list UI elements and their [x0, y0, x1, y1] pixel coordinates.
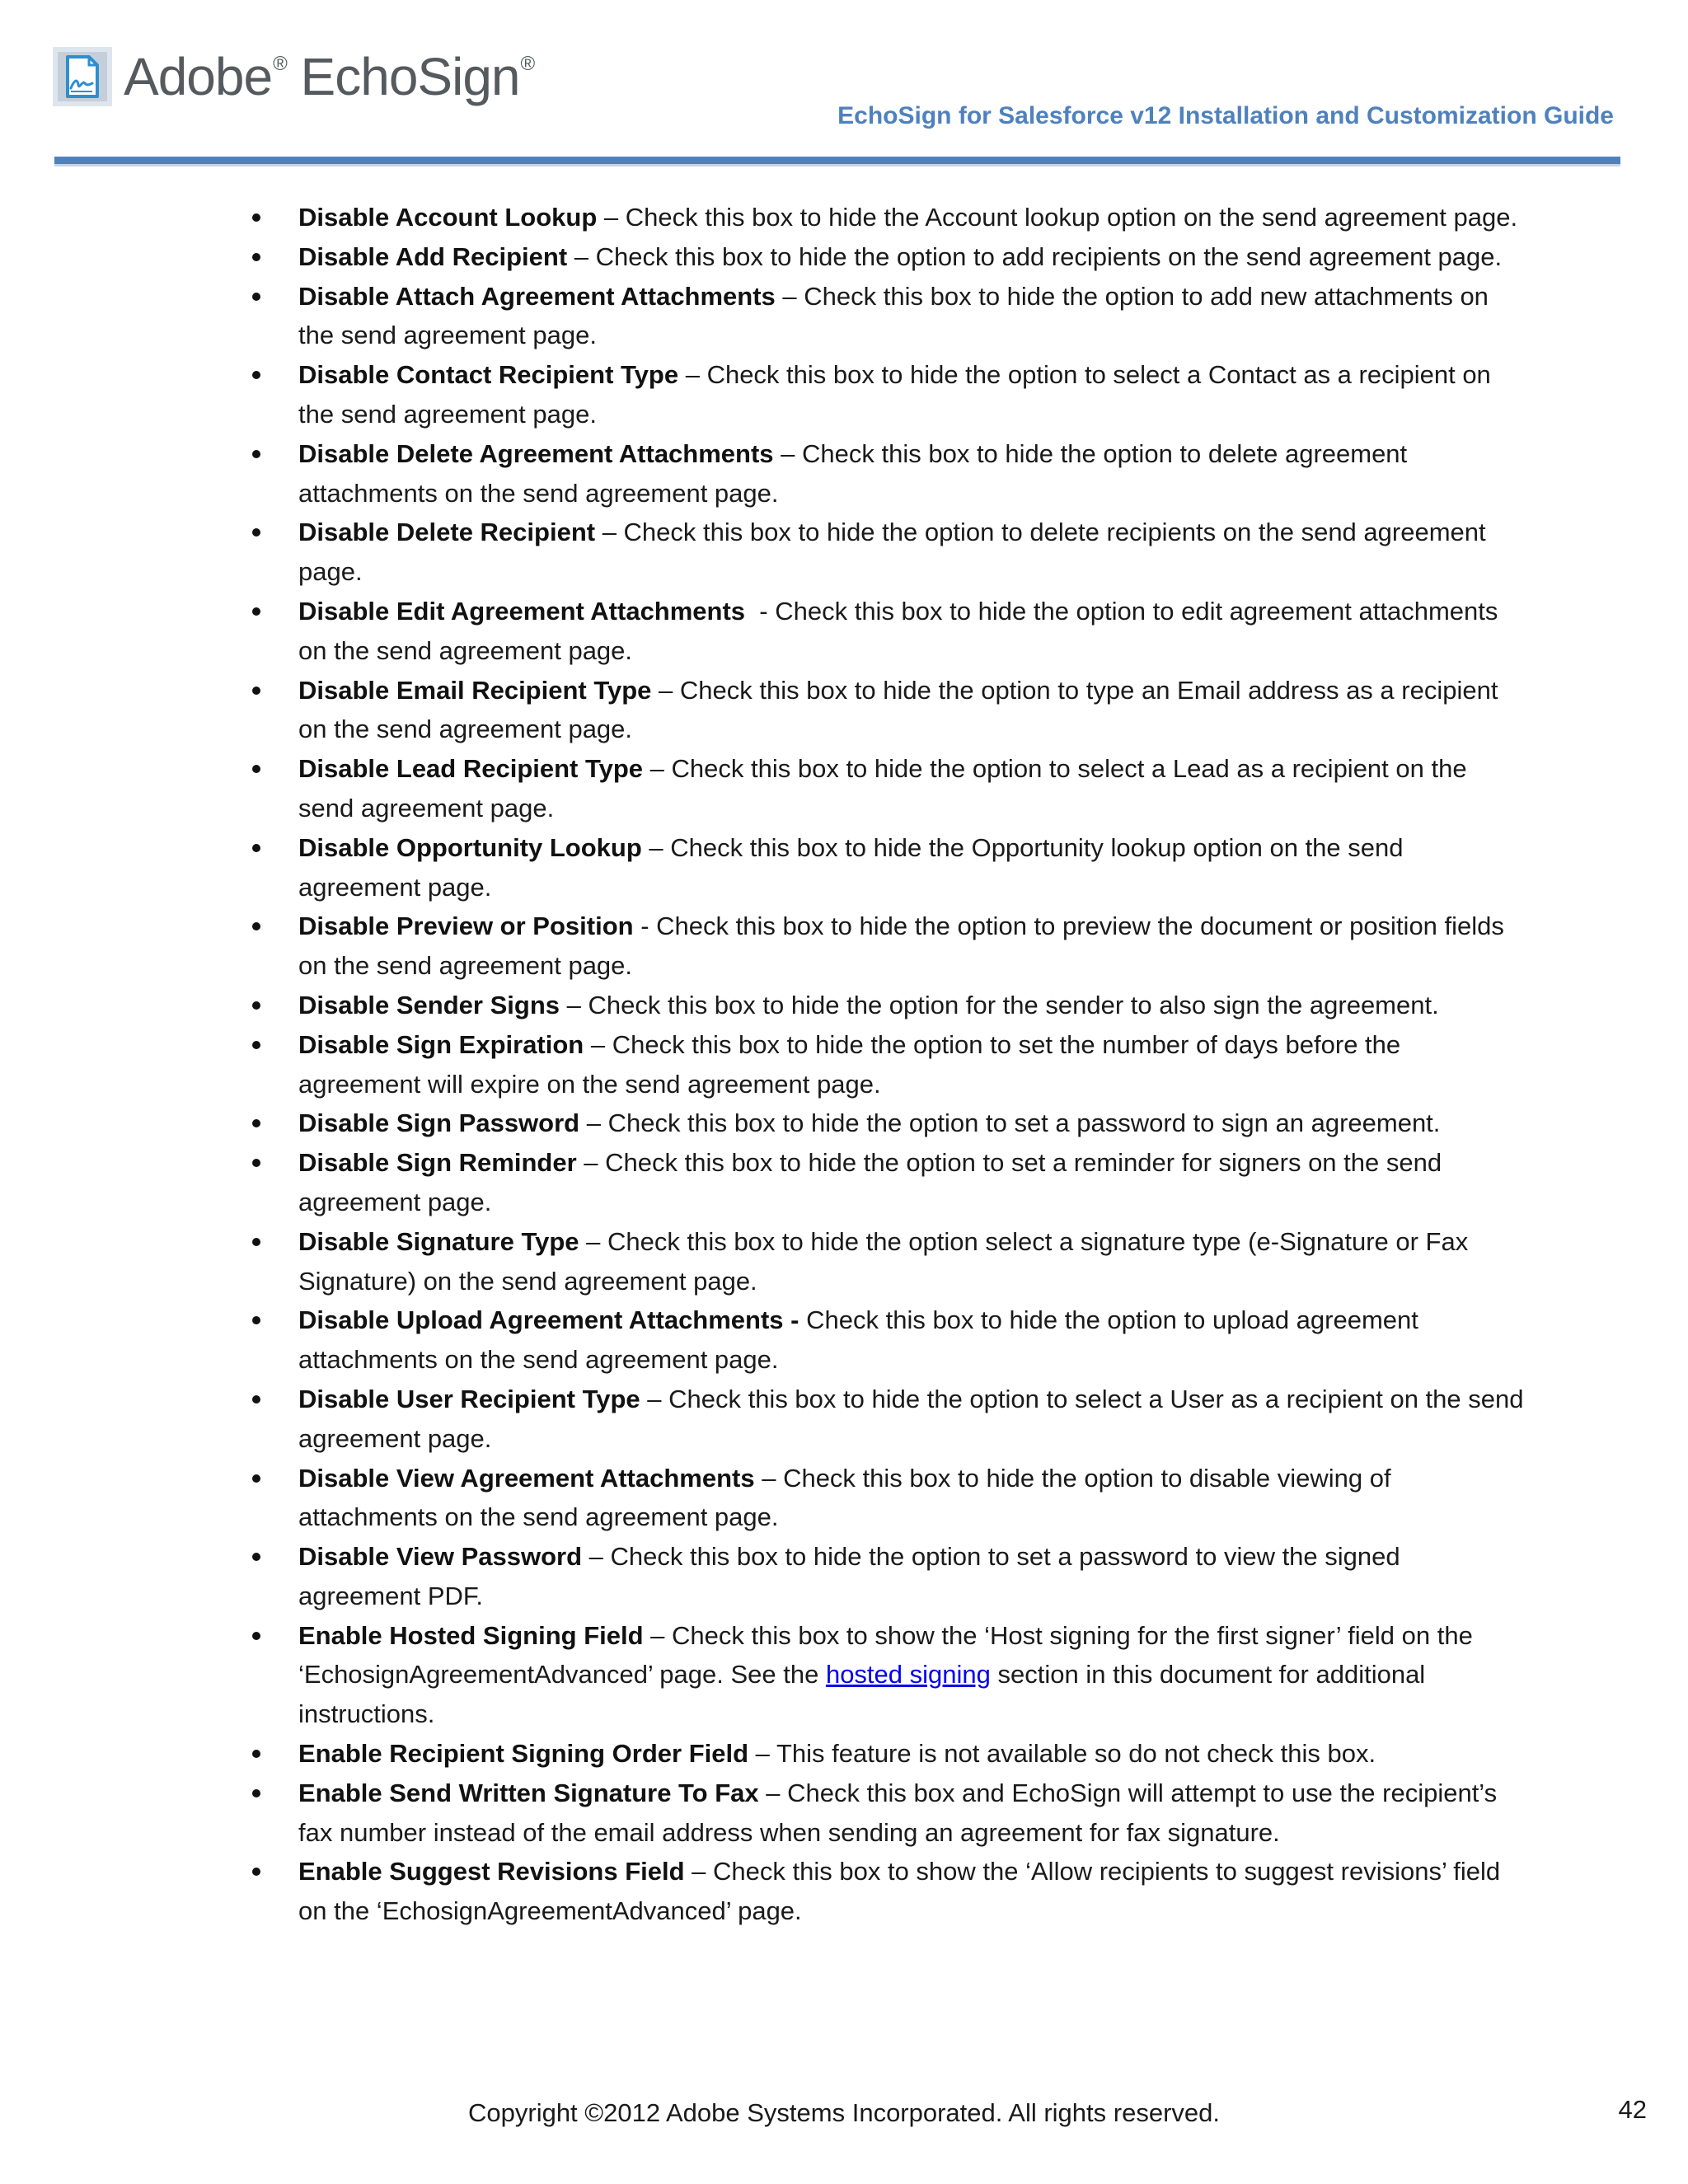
list-item: Disable Delete Recipient – Check this box to hide the option to delete recipients on the send agreement page.: [298, 513, 1526, 592]
list-item: Enable Send Written Signature To Fax – Check this box and EchoSign will attempt to use the recipient’s fax number instead of the email address when sending an agreement for fax signature.: [298, 1774, 1526, 1853]
list-item: Disable Signature Type – Check this box to hide the option select a signature type (e-Signature or Fax Signature) on the send agreement page.: [298, 1222, 1526, 1301]
list-item: Enable Hosted Signing Field – Check this box to show the ‘Host signing for the first signer’ field on the ‘EchosignAgreementAdvanced’ page. See the hosted signing section in this document for additional instructions.: [298, 1616, 1526, 1734]
list-item: Disable Add Recipient – Check this box to hide the option to add recipients on the send agreement page.: [298, 237, 1526, 277]
adobe-echosign-logo: [53, 46, 534, 107]
echosign-logo-icon: [53, 47, 112, 106]
list-item: Disable Preview or Position - Check this box to hide the option to preview the document or position fields on the send agreement page.: [298, 907, 1526, 986]
list-item: Disable Account Lookup – Check this box to hide the Account lookup option on the send agreement page.: [298, 198, 1526, 237]
list-item: Disable Upload Agreement Attachments - Check this box to hide the option to upload agreement attachments on the send agreement page.: [298, 1301, 1526, 1380]
list-item: Disable Delete Agreement Attachments – Check this box to hide the option to delete agreement attachments on the send agreement page.: [298, 434, 1526, 513]
list-item: Disable Attach Agreement Attachments – Check this box to hide the option to add new attachments on the send agreement page.: [298, 277, 1526, 356]
header-divider: [54, 157, 1620, 164]
list-item: Disable Sign Reminder – Check this box to hide the option to set a reminder for signers on the send agreement page.: [298, 1143, 1526, 1222]
list-item: Disable User Recipient Type – Check this box to hide the option to select a User as a recipient on the send agreement page.: [298, 1380, 1526, 1459]
copyright-footer: Copyright ©2012 Adobe Systems Incorporated. All rights reserved.: [468, 2098, 1220, 2127]
hosted-signing-link[interactable]: hosted signing: [825, 1660, 991, 1690]
list-item: Disable Lead Recipient Type – Check this box to hide the option to select a Lead as a recipient on the send agreement page.: [298, 749, 1526, 828]
list-item: Disable Sign Expiration – Check this box to hide the option to set the number of days before the agreement will expire on the send agreement page.: [298, 1025, 1526, 1104]
list-item: Enable Recipient Signing Order Field – This feature is not available so do not check this box.: [298, 1734, 1526, 1774]
logo-wordmark: Adobe® EchoSign®: [124, 47, 535, 106]
settings-list: [298, 198, 1526, 1931]
list-item: Disable Edit Agreement Attachments - Check this box to hide the option to edit agreement attachments on the send agreement page.: [298, 592, 1526, 671]
list-item: Disable Email Recipient Type – Check this box to hide the option to type an Email address as a recipient on the send agreement page.: [298, 671, 1526, 750]
page-number: 42: [1618, 2095, 1647, 2124]
list-item: Disable View Password – Check this box to hide the option to set a password to view the signed agreement PDF.: [298, 1537, 1526, 1616]
list-item: Enable Suggest Revisions Field – Check this box to show the ‘Allow recipients to suggest revisions’ field on the ‘EchosignAgreementAdvanced’ page.: [298, 1852, 1526, 1931]
list-item: Disable Sign Password – Check this box to hide the option to set a password to sign an agreement.: [298, 1104, 1526, 1143]
list-item: Disable Sender Signs – Check this box to hide the option for the sender to also sign the agreement.: [298, 986, 1526, 1025]
document-title: EchoSign for Salesforce v12 Installation and Customization Guide: [837, 102, 1614, 129]
list-item: Disable Opportunity Lookup – Check this box to hide the Opportunity lookup option on the send agreement page.: [298, 828, 1526, 907]
list-item: Disable Contact Recipient Type – Check this box to hide the option to select a Contact as a recipient on the send agreement page.: [298, 355, 1526, 434]
list-item: Disable View Agreement Attachments – Check this box to hide the option to disable viewing of attachments on the send agreement page.: [298, 1459, 1526, 1538]
